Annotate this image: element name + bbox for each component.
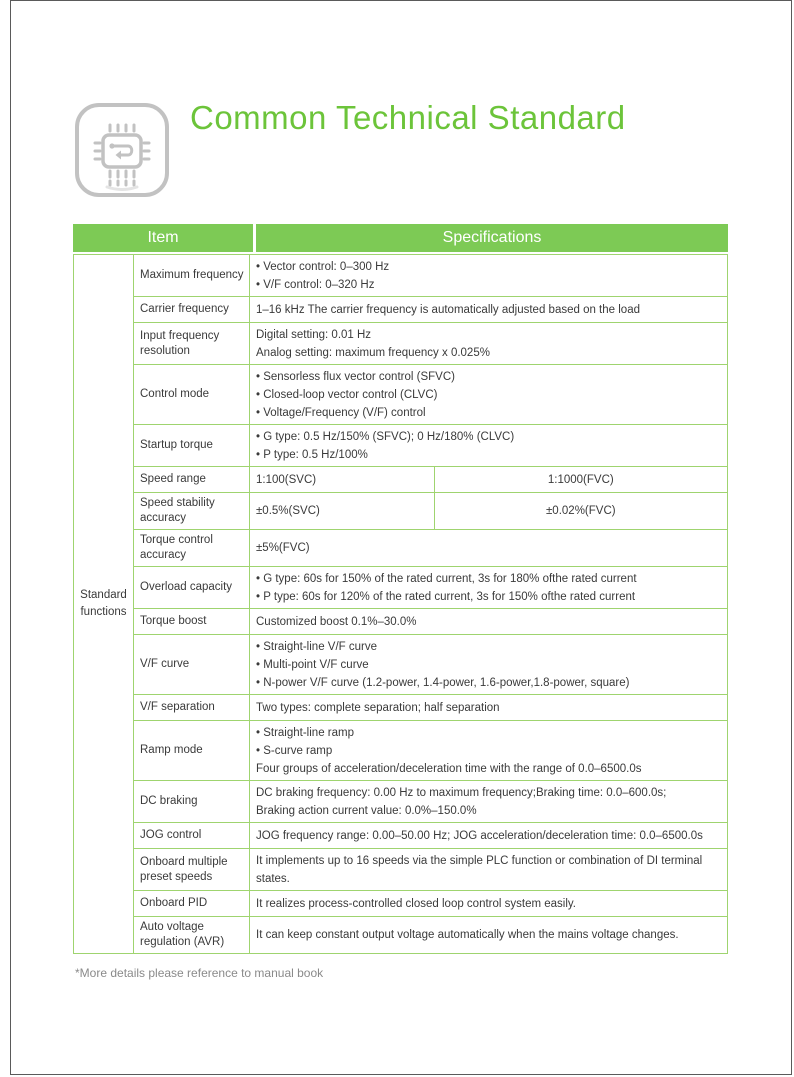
table-rows — [134, 255, 727, 953]
spec-cell — [250, 823, 727, 848]
spec-line: DC braking frequency: 0.00 Hz to maximum frequency;Braking time: 0.0–600.0s; — [256, 786, 667, 799]
item-cell: Speed range — [134, 467, 250, 492]
spec-cell — [250, 917, 727, 953]
col-header-item: Item — [73, 224, 253, 252]
spec-line: It implements up to 16 speeds via the simple PLC function or combination of DI terminal states. — [256, 854, 703, 885]
table-row — [134, 823, 727, 849]
item-cell: Onboard PID — [134, 891, 250, 916]
item-cell: Maximum frequency — [134, 255, 250, 296]
spec-line: • Multi-point V/F curve — [256, 658, 369, 671]
table-row — [134, 917, 727, 953]
spec-split-cell — [250, 493, 727, 529]
spec-line: 1–16 kHz The carrier frequency is automatically adjusted based on the load — [256, 303, 640, 316]
spec-line: • Closed-loop vector control (CLVC) — [256, 388, 438, 401]
spec-cell — [250, 255, 727, 296]
spec-line: • P type: 0.5 Hz/100% — [256, 448, 368, 461]
item-cell: Overload capacity — [134, 567, 250, 608]
chip-icon — [72, 100, 172, 200]
spec-line: Braking action current value: 0.0%–150.0% — [256, 804, 477, 817]
spec-cell — [250, 297, 727, 322]
spec-line: Analog setting: maximum frequency x 0.025% — [256, 346, 490, 359]
spec-line: ±5%(FVC) — [256, 542, 310, 554]
spec-line: • G type: 60s for 150% of the rated current, 3s for 180% ofthe rated current — [256, 572, 637, 585]
doc-header — [72, 100, 794, 200]
item-cell: Control mode — [134, 365, 250, 424]
spec-cell — [250, 721, 727, 780]
spec-table — [73, 224, 728, 954]
table-row — [134, 567, 727, 609]
item-cell: Auto voltage regulation (AVR) — [134, 917, 250, 953]
spec-split-left: ±0.5%(SVC) — [250, 493, 435, 529]
spec-line: Customized boost 0.1%–30.0% — [256, 615, 417, 628]
col-header-specifications: Specifications — [256, 224, 728, 252]
spec-cell — [250, 849, 727, 890]
spec-cell — [250, 891, 727, 916]
table-row — [134, 781, 727, 823]
table-row — [134, 891, 727, 917]
spec-cell — [250, 365, 727, 424]
spec-cell — [250, 425, 727, 466]
item-cell: Startup torque — [134, 425, 250, 466]
item-cell: Onboard multiple preset speeds — [134, 849, 250, 890]
spec-line: • P type: 60s for 120% of the rated current, 3s for 150% ofthe rated current — [256, 590, 636, 603]
table-row — [134, 323, 727, 365]
spec-cell — [250, 635, 727, 694]
table-row — [134, 609, 727, 635]
spec-line: It realizes process-controlled closed loop control system easily. — [256, 897, 577, 910]
item-cell: Carrier frequency — [134, 297, 250, 322]
spec-line: • G type: 0.5 Hz/150% (SFVC); 0 Hz/180% (CLVC) — [256, 430, 515, 443]
spec-line: It can keep constant output voltage automatically when the mains voltage changes. — [256, 929, 679, 941]
spec-split-right: 1:1000(FVC) — [547, 473, 614, 486]
spec-line: • S-curve ramp — [256, 744, 333, 757]
table-row — [134, 530, 727, 567]
spec-line: • Straight-line ramp — [256, 726, 354, 739]
spec-line: • Straight-line V/F curve — [256, 640, 377, 653]
spec-cell — [250, 781, 727, 822]
table-row — [134, 695, 727, 721]
spec-line: • Voltage/Frequency (V/F) control — [256, 406, 426, 419]
spec-split-cell — [250, 467, 727, 492]
table-row — [134, 255, 727, 297]
table-row — [134, 721, 727, 781]
table-row — [134, 425, 727, 467]
item-cell: Input frequency resolution — [134, 323, 250, 364]
spec-cell — [250, 323, 727, 364]
spec-cell — [250, 609, 727, 634]
row-group-label: Standard functions — [74, 255, 134, 953]
spec-cell — [250, 530, 727, 566]
spec-line: • V/F control: 0–320 Hz — [256, 278, 375, 291]
table-row — [134, 297, 727, 323]
spec-line: JOG frequency range: 0.00–50.00 Hz; JOG acceleration/deceleration time: 0.0–6500.0s — [256, 829, 703, 842]
spec-line: Two types: complete separation; half separation — [256, 701, 500, 714]
spec-cell — [250, 567, 727, 608]
spec-line: • Vector control: 0–300 Hz — [256, 260, 390, 273]
spec-split-left: 1:100(SVC) — [250, 467, 435, 492]
item-cell: Ramp mode — [134, 721, 250, 780]
footnote: *More details please reference to manual book — [75, 966, 324, 980]
spec-line: Four groups of acceleration/deceleration time with the range of 0.0–6500.0s — [256, 762, 642, 775]
table-row — [134, 849, 727, 891]
table-row — [134, 467, 727, 493]
item-cell: DC braking — [134, 781, 250, 822]
table-body — [73, 254, 728, 954]
item-cell: Speed stability accuracy — [134, 493, 250, 529]
spec-split-right: ±0.02%(FVC) — [546, 505, 616, 517]
spec-cell — [250, 695, 727, 720]
item-cell: Torque boost — [134, 609, 250, 634]
item-cell: V/F separation — [134, 695, 250, 720]
spec-line: • N-power V/F curve (1.2-power, 1.4-power, 1.6-power,1.8-power, square) — [256, 676, 630, 689]
table-row — [134, 365, 727, 425]
spec-line: • Sensorless flux vector control (SFVC) — [256, 370, 455, 383]
spec-line: Digital setting: 0.01 Hz — [256, 328, 372, 341]
item-cell: V/F curve — [134, 635, 250, 694]
table-row — [134, 493, 727, 530]
table-header-row — [73, 224, 728, 252]
item-cell: Torque control accuracy — [134, 530, 250, 566]
page-title: Common Technical Standard — [190, 99, 626, 136]
table-row — [134, 635, 727, 695]
item-cell: JOG control — [134, 823, 250, 848]
